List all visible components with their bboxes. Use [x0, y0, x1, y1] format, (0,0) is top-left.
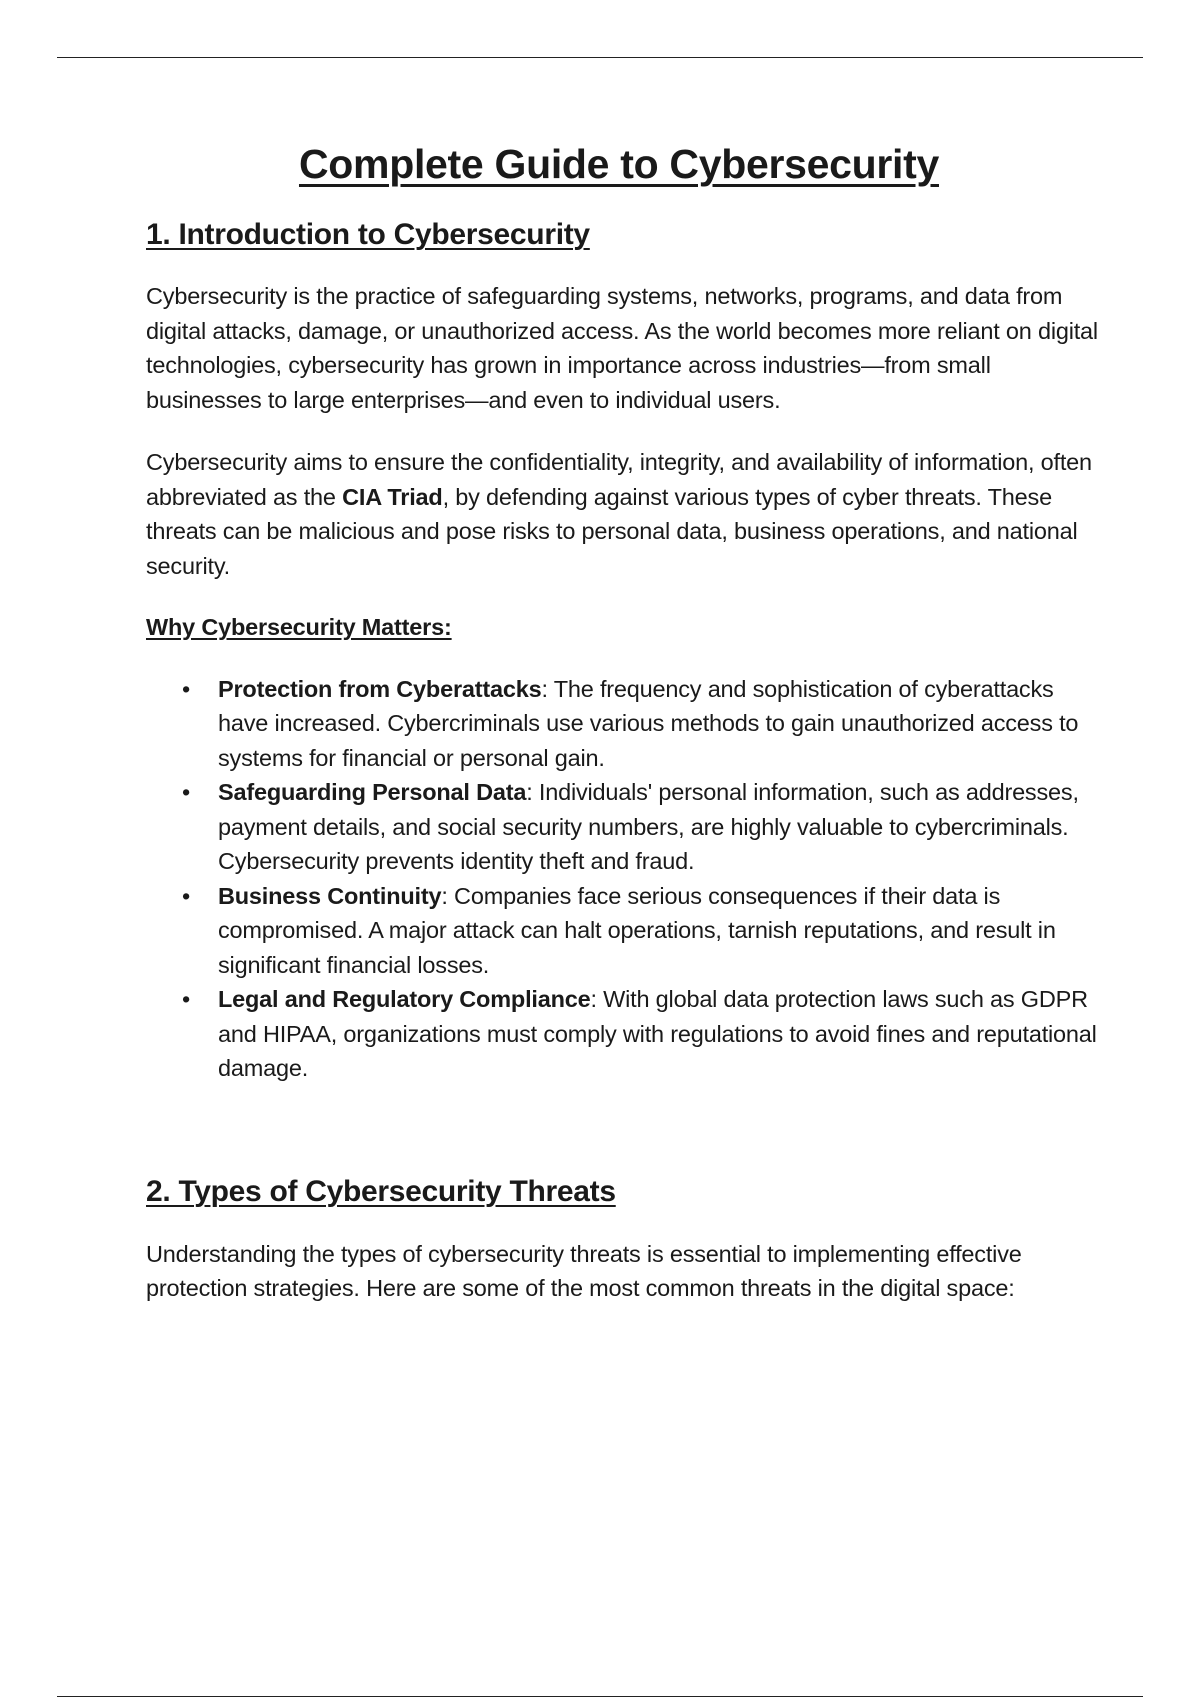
section-1-paragraph-2 [146, 445, 1106, 583]
section-1-heading: 1. Introduction to Cybersecurity [146, 218, 590, 252]
list-item [146, 672, 1106, 776]
header-rule [57, 57, 1143, 58]
paragraph-text: , by defending against various types of cyber threats. These threats can be malicious and pose risks to personal data, business operations, and national security. [146, 483, 1078, 579]
why-matters-list [146, 672, 1106, 1086]
why-cybersecurity-matters-heading: Why Cybersecurity Matters: [146, 614, 452, 641]
footer-rule [57, 1696, 1143, 1697]
list-item-term: Business Continuity [218, 882, 442, 909]
list-item-text: : With global data protection laws such as GDPR and HIPAA, organizations must comply with regulations to avoid fines and reputational damage. [218, 986, 1097, 1082]
bullet-icon: • [182, 986, 191, 1013]
document-page [146, 140, 1106, 1306]
list-item [146, 982, 1106, 1086]
document-title: Complete Guide to Cybersecurity [298, 141, 939, 187]
list-item [146, 775, 1106, 879]
section-2-heading: 2. Types of Cybersecurity Threats [146, 1174, 616, 1208]
paragraph-text: Cybersecurity aims to ensure the confidentiality, integrity, and availability of information, often abbreviated as the [146, 449, 1092, 510]
cia-triad-term: CIA Triad [342, 483, 443, 510]
list-item [146, 879, 1106, 983]
list-item-text: : Companies face serious consequences if their data is compromised. A major attack can halt operations, tarnish reputations, and result in significant financial losses. [218, 882, 1056, 978]
bullet-icon: • [182, 882, 191, 909]
bullet-icon: • [182, 675, 191, 702]
list-item-text: : The frequency and sophistication of cyberattacks have increased. Cybercriminals use various methods to gain unauthorized access to systems for financial or personal gain. [218, 675, 1079, 771]
section-2-paragraph-1: Understanding the types of cybersecurity threats is essential to implementing effective protection strategies. Here are some of the most common threats in the digital space: [146, 1240, 1022, 1302]
list-item-term: Legal and Regulatory Compliance [218, 986, 591, 1013]
list-item-term: Protection from Cyberattacks [218, 675, 542, 702]
list-item-term: Safeguarding Personal Data [218, 779, 527, 806]
list-item-text: : Individuals' personal information, such as addresses, payment details, and social security numbers, are highly valuable to cybercriminals. Cybersecurity prevents identity theft and fraud. [218, 779, 1079, 875]
section-1-paragraph-1: Cybersecurity is the practice of safeguarding systems, networks, programs, and data from digital attacks, damage, or unauthorized access. As the world becomes more reliant on digital technologies, cybersecurity has grown in importance across industries—from small businesses to large enterprises—and even to individual users. [146, 283, 1098, 413]
bullet-icon: • [182, 779, 191, 806]
